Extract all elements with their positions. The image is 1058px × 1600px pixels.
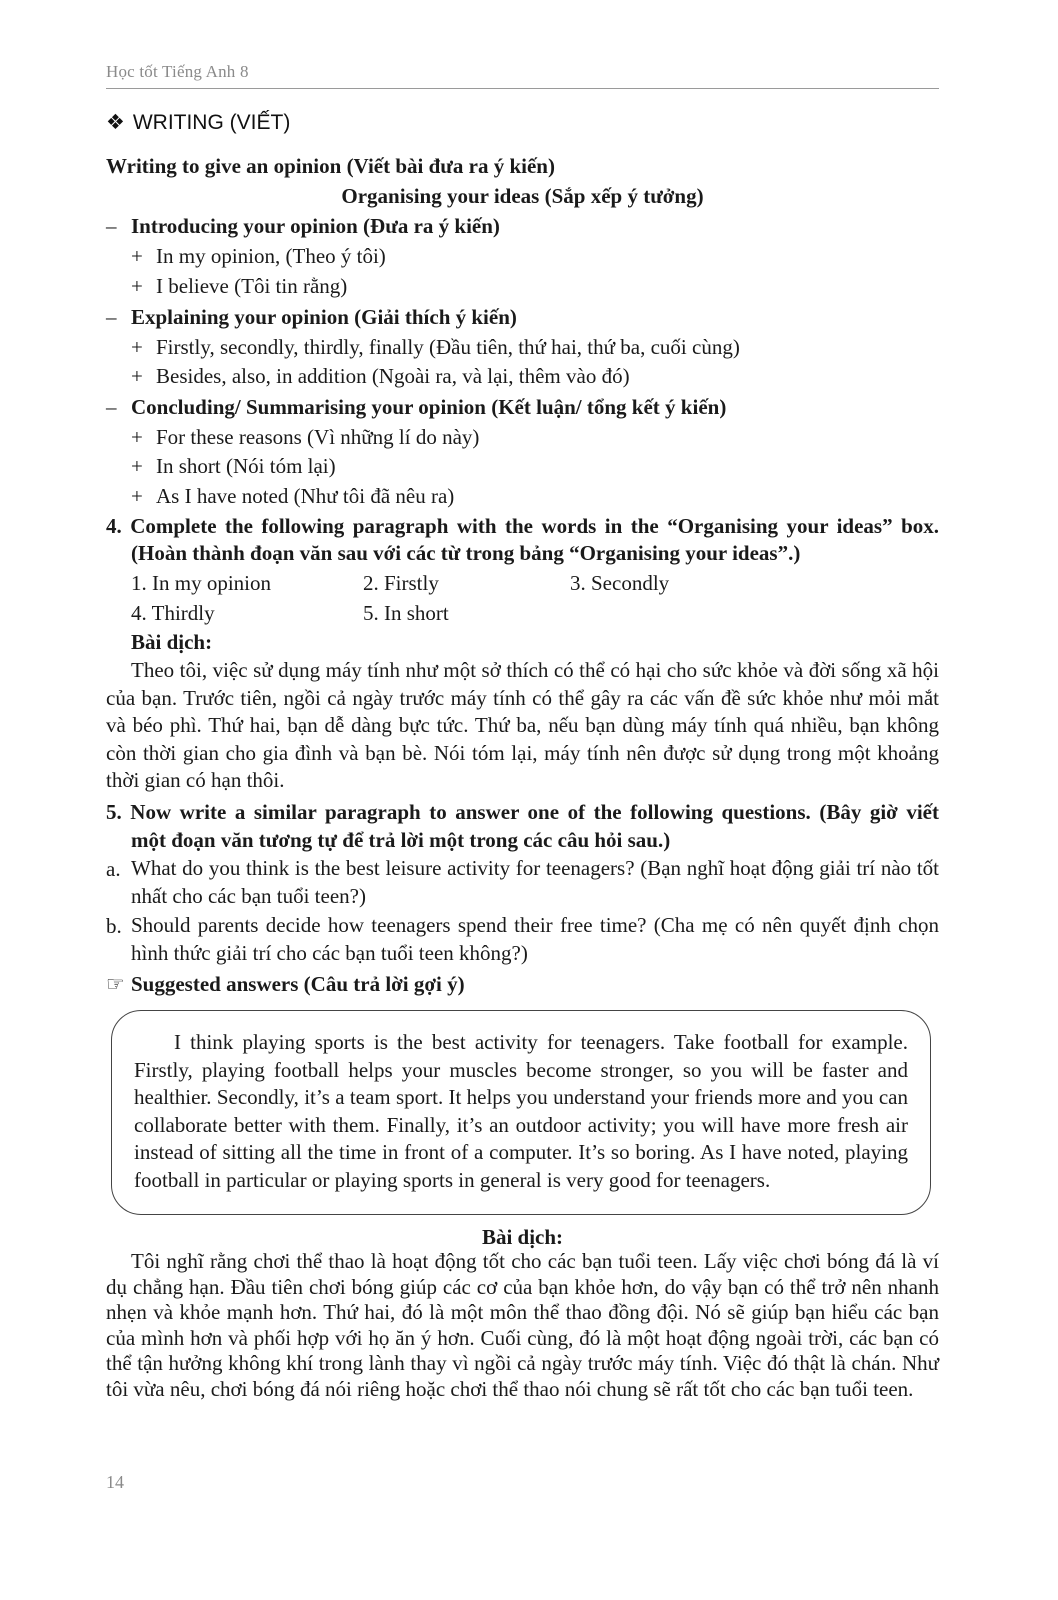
- plus-icon: +: [131, 274, 143, 298]
- question-a: What do you think is the best leisure activity for teenagers? (Bạn nghĩ hoạt động giải trí nào tốt nhất cho các bạn tuổi teen?): [131, 856, 939, 908]
- group-dash: –: [106, 395, 117, 419]
- section-title-text: WRITING (VIẾT): [132, 111, 291, 134]
- phrase-item: As I have noted (Như tôi đã nêu ra): [156, 484, 455, 508]
- diamond-bullet-icon: ❖: [106, 111, 125, 134]
- question-b: Should parents decide how teenagers spend their free time? (Cha mẹ có nên quyết định chọn hình thức giải trí cho các bạn tuổi teen không?): [131, 913, 939, 965]
- sample-answer-box: [111, 1010, 931, 1215]
- exercise-5-translation: Tôi nghĩ rằng chơi thể thao là hoạt động tốt cho các bạn tuổi teen. Lấy việc chơi bóng đá là ví dụ chẳng hạn. Đầu tiên chơi bóng giúp các cơ của bạn khỏe hơn, do vậy bạn có thể trở nên nhanh nhẹn và khỏe mạnh hơn. Thứ hai, đó là một môn thể thao đồng đội. Nó sẽ giúp bạn hiểu các bạn của mình hơn và phối hợp với họ ăn ý hơn. Cuối cùng, đó là một hoạt động ngoài trời, các bạn có thể tận hưởng không khí trong lành thay vì ngồi cả ngày trước máy tính. Việc đó thật là chán. Như tôi vừa nêu, chơi bóng đá nói riêng hoặc chơi thể thao nói chung sẽ rất tốt cho các bạn tuổi teen.: [106, 1249, 939, 1401]
- answer-item: 5. In short: [363, 601, 449, 625]
- running-title: Học tốt Tiếng Anh 8: [106, 62, 249, 81]
- group-dash: –: [106, 214, 117, 238]
- plus-icon: +: [131, 454, 143, 478]
- question-marker: a.: [106, 857, 121, 881]
- plus-icon: +: [131, 364, 143, 388]
- translation-label: Bài dịch:: [481, 1225, 564, 1249]
- exercise-4-instruction-vi: (Hoàn thành đoạn văn sau với các từ trong bảng “Organising your ideas”.): [131, 541, 801, 565]
- plus-icon: +: [131, 484, 143, 508]
- group-title-introducing: Introducing your opinion (Đưa ra ý kiến): [131, 214, 500, 238]
- answer-item: 2. Firstly: [363, 571, 439, 595]
- phrase-item: Besides, also, in addition (Ngoài ra, và lại, thêm vào đó): [156, 364, 630, 388]
- plus-icon: +: [131, 335, 143, 359]
- phrase-item: For these reasons (Vì những lí do này): [156, 425, 480, 449]
- writing-heading: Writing to give an opinion (Viết bài đưa ra ý kiến): [106, 154, 555, 178]
- page-number: 14: [106, 1472, 124, 1492]
- exercise-4-translation: Theo tôi, việc sử dụng máy tính như một sở thích có thể có hại cho sức khỏe và đời sống xã hội của bạn. Trước tiên, ngồi cả ngày trước máy tính có thể gây ra các vấn đề sức khỏe như mỏi mắt và béo phì. Thứ hai, bạn dễ dàng bực tức. Thứ ba, nếu bạn dùng máy tính quá nhiều, bạn không còn thời gian cho gia đình và bạn bè. Nói tóm lại, máy tính nên được sử dụng trong một khoảng thời gian có hạn thôi.: [106, 658, 939, 792]
- exercise-5-instruction-cont: một đoạn văn tương tự để trả lời một trong các câu hỏi sau.): [131, 828, 671, 852]
- group-title-concluding: Concluding/ Summarising your opinion (Kết luận/ tổng kết ý kiến): [131, 395, 727, 419]
- phrase-item: I believe (Tôi tin rằng): [156, 274, 348, 298]
- plus-icon: +: [131, 425, 143, 449]
- exercise-5-instruction: 5. Now write a similar paragraph to answer one of the following questions. (Bây giờ viết: [106, 800, 939, 824]
- answer-item: 3. Secondly: [570, 571, 670, 595]
- question-marker: b.: [106, 914, 122, 938]
- group-title-explaining: Explaining your opinion (Giải thích ý kiến): [131, 305, 517, 329]
- answer-item: 1. In my opinion: [131, 571, 271, 595]
- suggested-answers-label: Suggested answers (Câu trả lời gợi ý): [131, 972, 465, 996]
- phrase-item: In my opinion, (Theo ý tôi): [156, 244, 386, 268]
- section-title: [106, 110, 290, 135]
- header-divider: [106, 88, 939, 89]
- group-dash: –: [106, 305, 117, 329]
- exercise-4-instruction: 4. Complete the following paragraph with the words in the “Organising your ideas” box.: [106, 514, 939, 538]
- answer-item: 4. Thirdly: [131, 601, 215, 625]
- sample-answer-text: I think playing sports is the best activity for teenagers. Take football for example. Firstly, playing football helps your muscles become stronger, so you will be faster and healthier. Secondly, it’s a team sport. It helps you understand your friends more and you can collaborate better with them. Finally, it’s an outdoor activity; you will have more fresh air instead of sitting all the time in front of a computer. It’s so boring. As I have noted, playing football in particular or playing sports in general is very good for teenagers.: [134, 1030, 908, 1192]
- phrase-item: In short (Nói tóm lại): [156, 454, 336, 478]
- plus-icon: +: [131, 244, 143, 268]
- translation-label: Bài dịch:: [131, 630, 213, 654]
- box-title: Organising your ideas (Sắp xếp ý tưởng): [341, 184, 704, 208]
- pointing-hand-icon: ☞: [106, 972, 125, 996]
- phrase-item: Firstly, secondly, thirdly, finally (Đầu tiên, thứ hai, thứ ba, cuối cùng): [156, 335, 740, 359]
